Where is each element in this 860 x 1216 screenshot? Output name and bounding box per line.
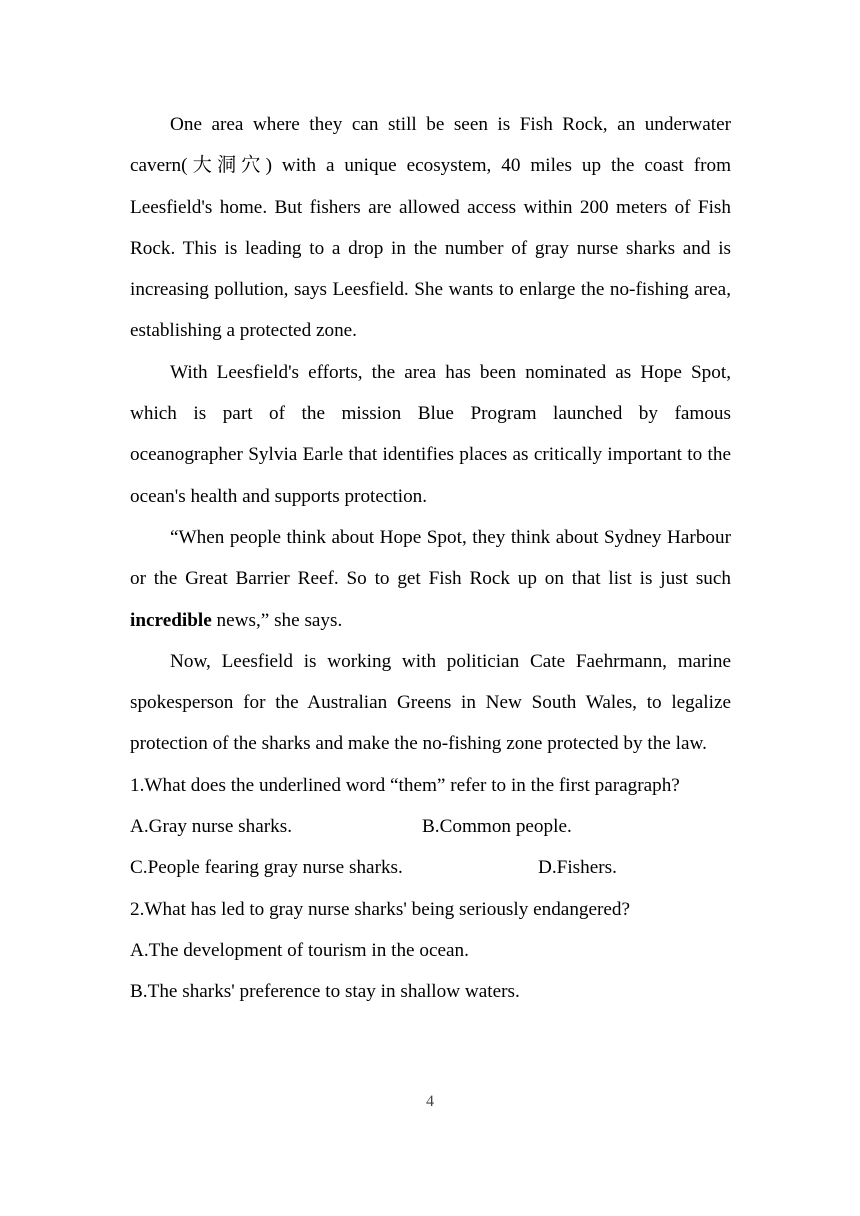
question-2-option-a: A.The development of tourism in the ocean.	[130, 939, 469, 961]
paragraph-3	[130, 517, 731, 641]
question-1-options-row-2	[130, 847, 731, 888]
question-1-options-row-1	[130, 806, 731, 847]
paragraph-4: Now, Leesfield is working with politician Cate Faehrmann, marine spokesperson for the Australian Greens in New South Wales, to legalize protection of the sharks and make the no-fishing zone protected by the law.	[130, 650, 731, 755]
question-1-option-c: C.People fearing gray nurse sharks.	[130, 857, 403, 879]
question-1-option-a: A.Gray nurse sharks.	[130, 816, 292, 838]
paragraph-1: One area where they can still be seen is Fish Rock, an underwater cavern(大洞穴) with a unique ecosystem, 40 miles up the coast from Leesfield's home. But fishers are allowed access within 200 meters of Fish Rock. This is leading to a drop in the number of gray nurse sharks and is increasing pollution, says Leesfield. She wants to enlarge the no-fishing area, establishing a protected zone.	[130, 114, 731, 342]
paragraph-2: With Leesfield's efforts, the area has been nominated as Hope Spot, which is part of the mission Blue Program launched by famous oceanographer Sylvia Earle that identifies places as critically important to the ocean's health and supports protection.	[130, 361, 731, 507]
question-1-option-b: B.Common people.	[422, 816, 572, 838]
page-content	[130, 104, 731, 1013]
question-2-option-b: B.The sharks' preference to stay in shallow waters.	[130, 981, 520, 1003]
bold-word-incredible: incredible	[130, 609, 212, 631]
question-2-stem: 2.What has led to gray nurse sharks' being seriously endangered?	[130, 898, 631, 920]
page-number: 4	[426, 1093, 434, 1110]
paragraph-3-text-start: “When people think about Hope Spot, they think about Sydney Harbour or the Great Barrier Reef. So to get Fish Rock up on that list is just such	[130, 526, 731, 590]
question-1-option-d: D.Fishers.	[538, 857, 617, 879]
paragraph-3-text-end: news,” she says.	[211, 609, 343, 631]
question-1-stem: 1.What does the underlined word “them” refer to in the first paragraph?	[130, 774, 680, 796]
